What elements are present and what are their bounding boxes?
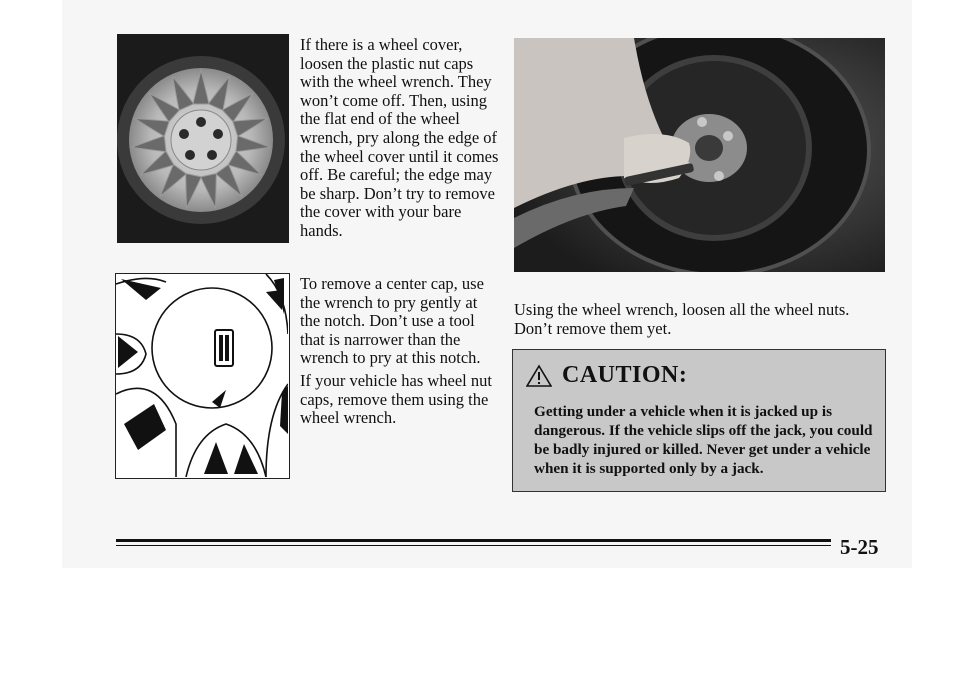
- nut-caps-instructions: If your vehicle has wheel nut caps, remove them using the wheel wrench.: [300, 371, 492, 428]
- footer-rule-thin: [116, 545, 831, 546]
- center-cap-instructions: To remove a center cap, use the wrench to pry gently at the notch. Don’t use a tool that is narrower than the wrench to pry at this notch.: [300, 274, 484, 368]
- caution-heading-row: [526, 362, 687, 389]
- center-cap-illustration: [115, 273, 290, 479]
- wheel-cover-photo: [117, 34, 289, 243]
- wheel-cover-instructions: If there is a wheel cover, loosen the plastic nut caps with the wheel wrench. They won’t come off. Then, using the flat end of the wheel wrench, pry along the edge of the wheel cover until it comes off. Be careful; the edge may be sharp. Don’t try to remove the cover with your bare hands.: [300, 35, 499, 240]
- caution-body: Getting under a vehicle when it is jacked up is dangerous. If the vehicle slips off the jack, you could be badly injured or killed. Never get under a vehicle when it is supported only by a jack.: [534, 403, 873, 477]
- loosen-nuts-caption: Using the wheel wrench, loosen all the wheel nuts. Don’t remove them yet.: [514, 300, 850, 338]
- page-number: 5-25: [840, 535, 879, 559]
- caution-heading: CAUTION:: [562, 362, 688, 388]
- warning-triangle-icon: [526, 364, 552, 388]
- loosen-nuts-photo: [514, 38, 885, 272]
- footer-rule-thick: [116, 539, 831, 542]
- caution-box: [512, 349, 886, 492]
